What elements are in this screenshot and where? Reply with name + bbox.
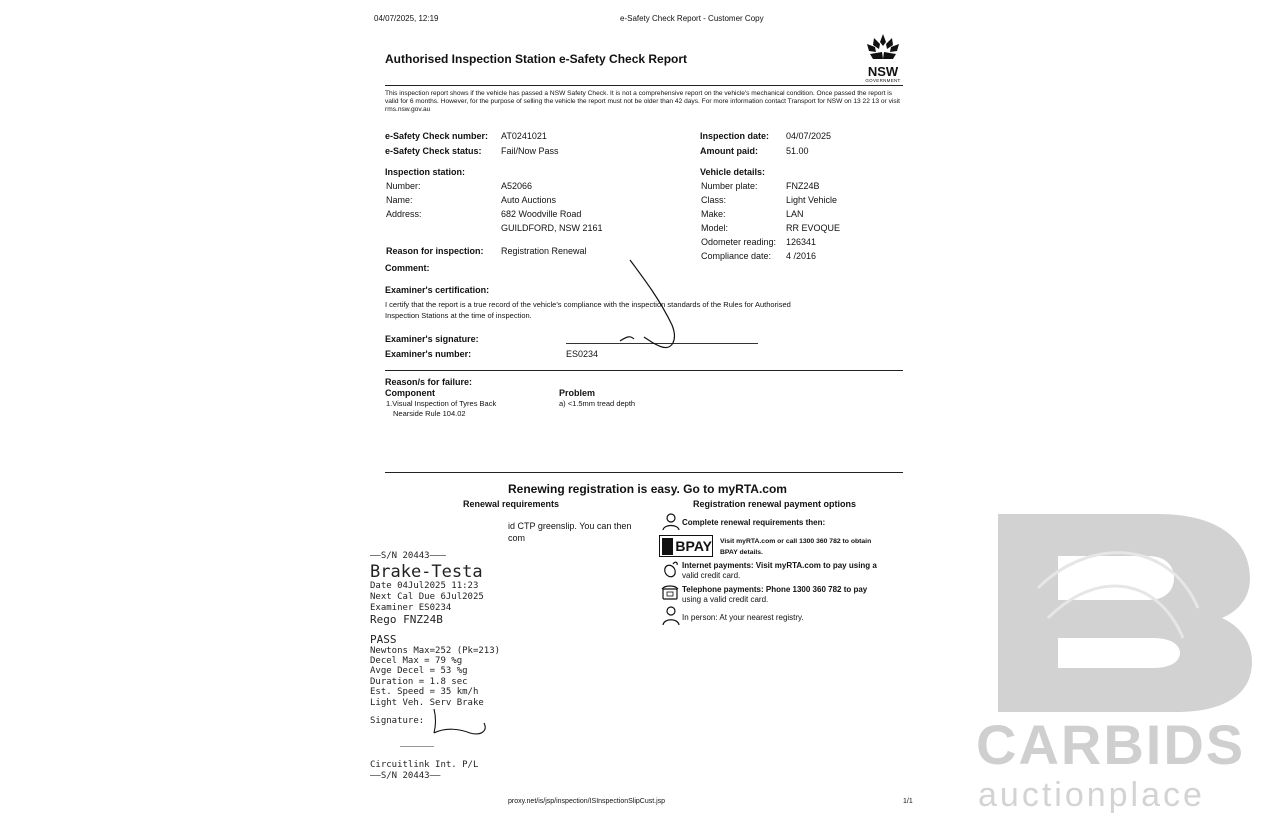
station-address-line2: GUILDFORD, NSW 2161 xyxy=(501,223,603,233)
bpay-text xyxy=(720,536,871,558)
station-address-line1: 682 Woodville Road xyxy=(501,209,582,219)
make-label: Make: xyxy=(701,209,726,219)
payment-options-heading: Registration renewal payment options xyxy=(693,499,857,509)
bpay-logo-text: BPAY xyxy=(675,538,712,554)
requirements-text-2: com xyxy=(508,533,526,543)
docket-divider xyxy=(400,746,434,747)
divider xyxy=(385,370,903,371)
in-person: In person: At your nearest registry. xyxy=(682,613,804,622)
docket-company: Circuitlink Int. P/L xyxy=(370,760,479,770)
docket-result: PASS xyxy=(370,633,397,646)
docket-speed: Est. Speed = 35 km/h xyxy=(370,687,479,697)
station-heading: Inspection station: xyxy=(385,167,466,177)
docket-date: Date 04Jul2025 11:23 xyxy=(370,581,479,591)
problem-label: Problem xyxy=(559,388,596,398)
component-line-1: 1.Visual Inspection of Tyres Back xyxy=(386,399,497,408)
inspection-date: 04/07/2025 xyxy=(786,131,832,141)
inspection-date-label: Inspection date: xyxy=(700,131,770,141)
intro-text: This inspection report shows if the vehicle has passed a NSW Safety Check. It is not a comprehensive report on the vehicle's mechanical condition. Once passed the report is valid for 6 months. However, for the purpose of selling the vehicle the report must not be older than 42 days. For more information contact Transport for NSW on 13 22 13 or visit rms.nsw.gov.au xyxy=(385,90,900,113)
amount-paid-label: Amount paid: xyxy=(700,146,758,156)
docket-type: Light Veh. Serv Brake xyxy=(370,698,484,708)
certification-text-2: Inspection Stations at the time of inspection. xyxy=(385,311,532,320)
print-doc-title: e-Safety Check Report - Customer Copy xyxy=(620,14,764,23)
nsw-logo xyxy=(860,32,906,82)
component-label: Component xyxy=(385,388,435,398)
phone-line-2: using a valid credit card. xyxy=(682,595,769,604)
component-line-2: Nearside Rule 104.02 xyxy=(393,409,466,418)
docket-signature-label: Signature: xyxy=(370,716,425,726)
model: RR EVOQUE xyxy=(786,223,841,233)
complete-requirements: Complete renewal requirements then: xyxy=(682,518,826,527)
station-number: A52066 xyxy=(501,181,533,191)
station-address-label: Address: xyxy=(386,209,422,219)
person-icon xyxy=(661,606,681,626)
check-status: Fail/Now Pass xyxy=(501,146,559,156)
model-label: Model: xyxy=(701,223,729,233)
internet-line-1: Internet payments: Visit myRTA.com to pay using a xyxy=(682,561,877,570)
amount-paid: 51.00 xyxy=(786,146,809,156)
internet-payments xyxy=(682,561,877,581)
check-status-label: e-Safety Check status: xyxy=(385,146,482,156)
docket-decel-max: Decel Max = 79 %g xyxy=(370,656,463,666)
divider xyxy=(385,472,903,473)
vehicle-heading: Vehicle details: xyxy=(700,167,766,177)
examiner-number-label: Examiner's number: xyxy=(385,349,472,359)
odometer-label: Odometer reading: xyxy=(701,237,777,247)
class-label: Class: xyxy=(701,195,727,205)
station-number-label: Number: xyxy=(386,181,421,191)
bpay-line-2: BPAY details. xyxy=(720,549,763,556)
footer-page: 1/1 xyxy=(903,798,913,805)
class: Light Vehicle xyxy=(786,195,838,205)
docket-avge-decel: Avge Decel = 53 %g xyxy=(370,666,468,676)
renewal-heading: Renewing registration is easy. Go to myRTA.com xyxy=(508,482,787,496)
logo-text: NSW xyxy=(867,64,899,79)
telephone-icon xyxy=(661,584,679,600)
compliance-label: Compliance date: xyxy=(701,251,772,261)
bpay-line-1: Visit myRTA.com or call 1300 360 782 to obtain xyxy=(720,538,872,545)
logo-subtext: GOVERNMENT xyxy=(865,78,901,83)
requirements-text-1: id CTP greenslip. You can then xyxy=(508,521,632,531)
docket-brand: Brake-Testa xyxy=(370,562,483,582)
person-icon xyxy=(661,513,681,531)
check-number: AT0241021 xyxy=(501,131,547,141)
docket-newtons: Newtons Max=252 (Pk=213) xyxy=(370,646,501,656)
problem-text: a) <1.5mm tread depth xyxy=(559,399,636,408)
reason-label: Reason for inspection: xyxy=(386,246,484,256)
certification-heading: Examiner's certification: xyxy=(385,285,490,295)
footer-url: proxy.net/is/jsp/inspection/ISInspectionSlipCust.jsp xyxy=(508,798,666,805)
docket-sn-bottom: ——S/N 20443—— xyxy=(370,771,441,781)
compliance-date: 4 /2016 xyxy=(786,251,817,261)
plate: FNZ24B xyxy=(786,181,820,191)
docket-signature xyxy=(426,703,496,738)
divider xyxy=(385,85,903,86)
odometer: 126341 xyxy=(786,237,817,247)
comment-label: Comment: xyxy=(385,263,430,273)
docket-sn-top: ——S/N 20443——— xyxy=(370,551,446,561)
reason-value: Registration Renewal xyxy=(501,246,587,256)
watermark-brand: CARBIDS xyxy=(976,713,1246,776)
station-name: Auto Auctions xyxy=(501,195,557,205)
docket-rego: Rego FNZ24B xyxy=(370,613,443,626)
bpay-b-icon xyxy=(662,538,673,555)
telephone-payments xyxy=(682,585,867,605)
docket-duration: Duration = 1.8 sec xyxy=(370,677,468,687)
mouse-icon xyxy=(661,560,679,578)
report-title: Authorised Inspection Station e-Safety Check Report xyxy=(385,52,688,66)
failure-heading: Reason/s for failure: xyxy=(385,377,473,387)
certification-text-1: I certify that the report is a true record of the vehicle's compliance with the inspection standards of the Rules for Authorised xyxy=(385,300,791,309)
examiner-number: ES0234 xyxy=(566,349,599,359)
docket-next-cal: Next Cal Due 6Jul2025 xyxy=(370,592,484,602)
brake-test-docket xyxy=(366,548,508,788)
phone-line-1: Telephone payments: Phone 1300 360 782 to pay xyxy=(682,585,868,594)
internet-line-2: valid credit card. xyxy=(682,571,741,580)
plate-label: Number plate: xyxy=(701,181,758,191)
station-name-label: Name: xyxy=(386,195,413,205)
docket-examiner: Examiner ES0234 xyxy=(370,603,452,613)
examiner-signature xyxy=(600,255,690,355)
waratah-icon xyxy=(860,32,906,62)
carbids-b-logo xyxy=(978,508,1254,714)
renewal-requirements-heading: Renewal requirements xyxy=(463,499,560,509)
examiner-signature-label: Examiner's signature: xyxy=(385,334,479,344)
watermark-tagline: auctionplace xyxy=(978,776,1205,814)
check-number-label: e-Safety Check number: xyxy=(385,131,489,141)
print-datetime: 04/07/2025, 12:19 xyxy=(374,14,439,23)
make: LAN xyxy=(786,209,804,219)
bpay-logo xyxy=(659,535,713,557)
